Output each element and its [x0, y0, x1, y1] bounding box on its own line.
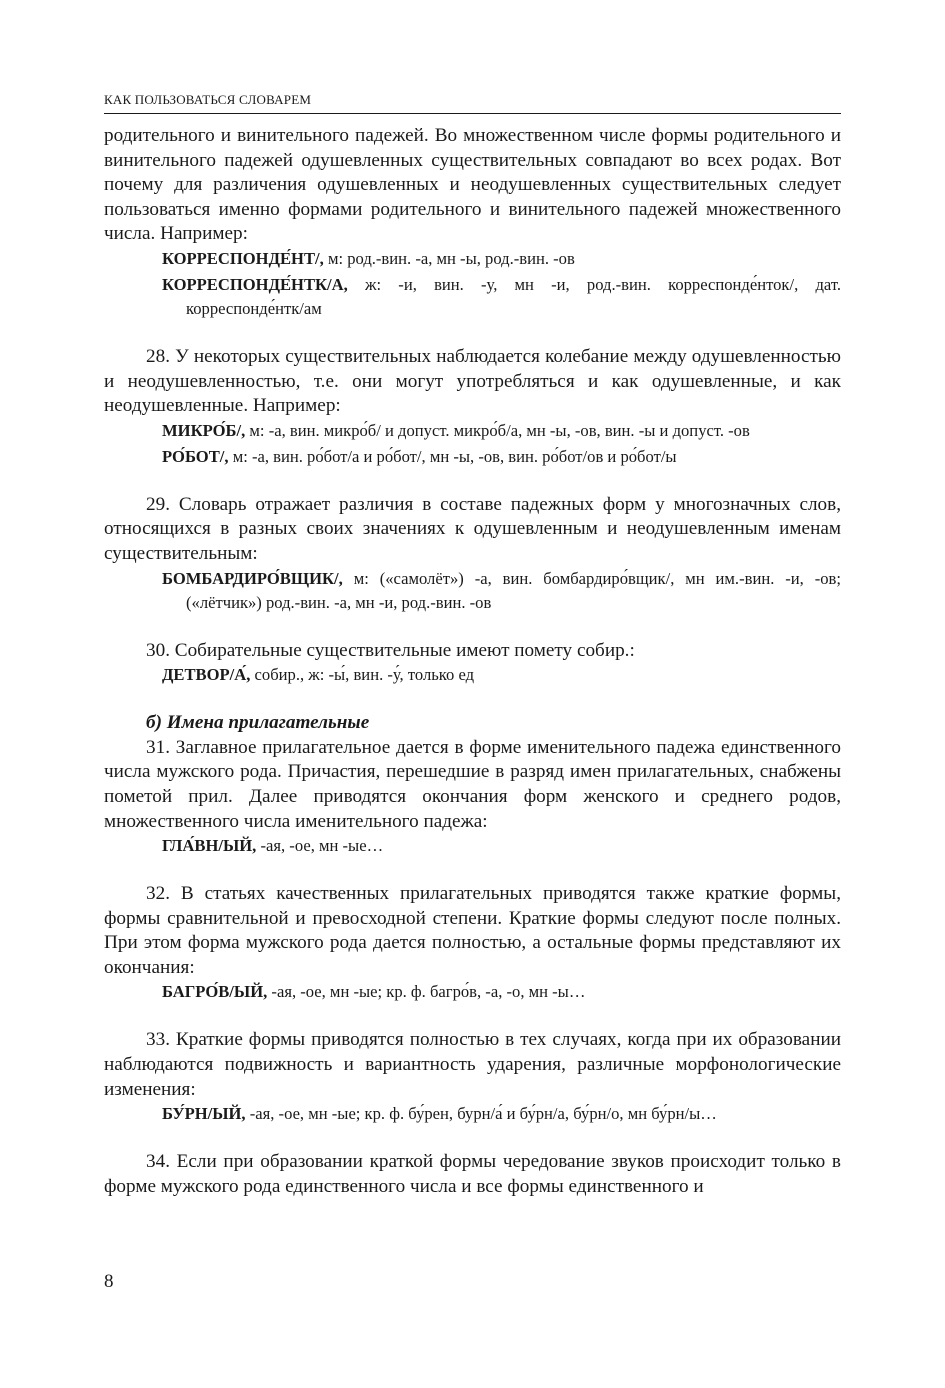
entry-korrespondentka [104, 273, 841, 321]
entry-body: собир., ж: -ы́, вин. -у́, только ед [250, 665, 475, 685]
entry-headword: БАГРО́В/ЫЙ, [162, 982, 268, 1002]
paragraph-intro: родительного и винительного падежей. Во множественном числе формы родительного и винительного падежей одушевленных существительных совпадают во всех родах. Вот почему для различения одушевленных и неодушевленных существительных следует пользоваться именно формами родительного и винительного падежей множественного числа. Например: [104, 125, 841, 245]
entry-detvora [104, 663, 841, 687]
entry-headword: БОМБАРДИРО́ВЩИК/, [162, 568, 343, 588]
entry-body: -ая, -ое, мн -ые; кр. ф. багро́в, -а, -о, мн -ы… [267, 982, 586, 1002]
paragraph-34: 34. Если при образовании краткой формы чередование звуков происходит только в форме мужского рода единственного числа и все формы единственного и [104, 1151, 841, 1197]
entry-body: ж: -и, вин. -у, мн -и, род.-вин. корреспонде́нток/, дат. корреспонде́нтк/ам [186, 274, 841, 318]
entry-headword: КОРРЕСПОНДЕ́НТК/А, [162, 274, 348, 294]
entry-body: м: -а, вин. ро́бот/а и ро́бот/, мн -ы, -ов, вин. ро́бот/ов и ро́бот/ы [228, 446, 677, 466]
page [104, 92, 841, 1199]
entry-mikrob [104, 419, 841, 443]
running-header: КАК ПОЛЬЗОВАТЬСЯ СЛОВАРЕМ [104, 92, 841, 114]
section-subheading: б) Имена прилагательные [146, 712, 370, 734]
entry-headword: ДЕТВОР/А́, [162, 665, 251, 685]
page-number: 8 [104, 1271, 114, 1292]
paragraph-30: 30. Собирательные существительные имеют помету собир.: [146, 639, 635, 661]
entry-burnyy [104, 1102, 841, 1126]
entry-body: -ая, -ое, мн -ые; кр. ф. бу́рен, бурн/а́ и бу́рн/а, бу́рн/о, мн бу́рн/ы… [245, 1104, 717, 1124]
entry-bombardirovshchik [104, 567, 841, 615]
entry-korrespondent [104, 247, 841, 271]
entry-robot [104, 445, 841, 469]
entry-headword: РО́БОТ/, [162, 446, 229, 466]
paragraph-31: 31. Заглавное прилагательное дается в форме именительного падежа единственного числа мужского рода. Причастия, перешедшие в разряд имен прилагательных, снабжены пометой прил. Далее приводятся окончания форм женского и среднего родов, множественного числа именительного падежа: [104, 736, 841, 832]
entry-headword: БУ́РН/ЫЙ, [162, 1104, 246, 1124]
entry-headword: МИКРО́Б/, [162, 420, 246, 440]
entry-body: м: -а, вин. микро́б/ и допуст. микро́б/а, мн -ы, -ов, вин. -ы и допуст. -ов [245, 420, 750, 440]
paragraph-29: 29. Словарь отражает различия в составе падежных форм у многозначных слов, относящихся в разных своих значениях к одушевленным и неодушевленным именам существительным: [104, 493, 841, 564]
page-content [104, 124, 841, 1199]
entry-body: м: («самолёт») -а, вин. бомбардиро́вщик/, мн им.-вин. -и, -ов; («лётчик») род.-вин. -а, мн -и, род.-вин. -ов [186, 568, 841, 612]
entry-body: м: род.-вин. -а, мн -ы, род.-вин. -ов [323, 248, 575, 268]
entry-body: -ая, -ое, мн -ые… [256, 836, 384, 856]
entry-headword: ГЛА́ВН/ЫЙ, [162, 836, 257, 856]
entry-bagrovyy [104, 980, 841, 1004]
entry-glavnyy [104, 834, 841, 858]
paragraph-33: 33. Краткие формы приводятся полностью в тех случаях, когда при их образовании наблюдаются подвижность и вариантность ударения, различные морфонологические изменения: [104, 1029, 841, 1100]
entry-headword: КОРРЕСПОНДЕ́НТ/, [162, 248, 324, 268]
paragraph-28: 28. У некоторых существительных наблюдается колебание между одушевленностью и неодушевленностью, т.е. они могут употребляться и как одушевленные, и как неодушевленные. Например: [104, 345, 841, 417]
paragraph-32: 32. В статьях качественных прилагательных приводятся также краткие формы, формы сравнительной и превосходной степени. Краткие формы следуют после полных. При этом форма мужского рода дается полностью, а остальные формы представляют их окончания: [104, 883, 841, 978]
